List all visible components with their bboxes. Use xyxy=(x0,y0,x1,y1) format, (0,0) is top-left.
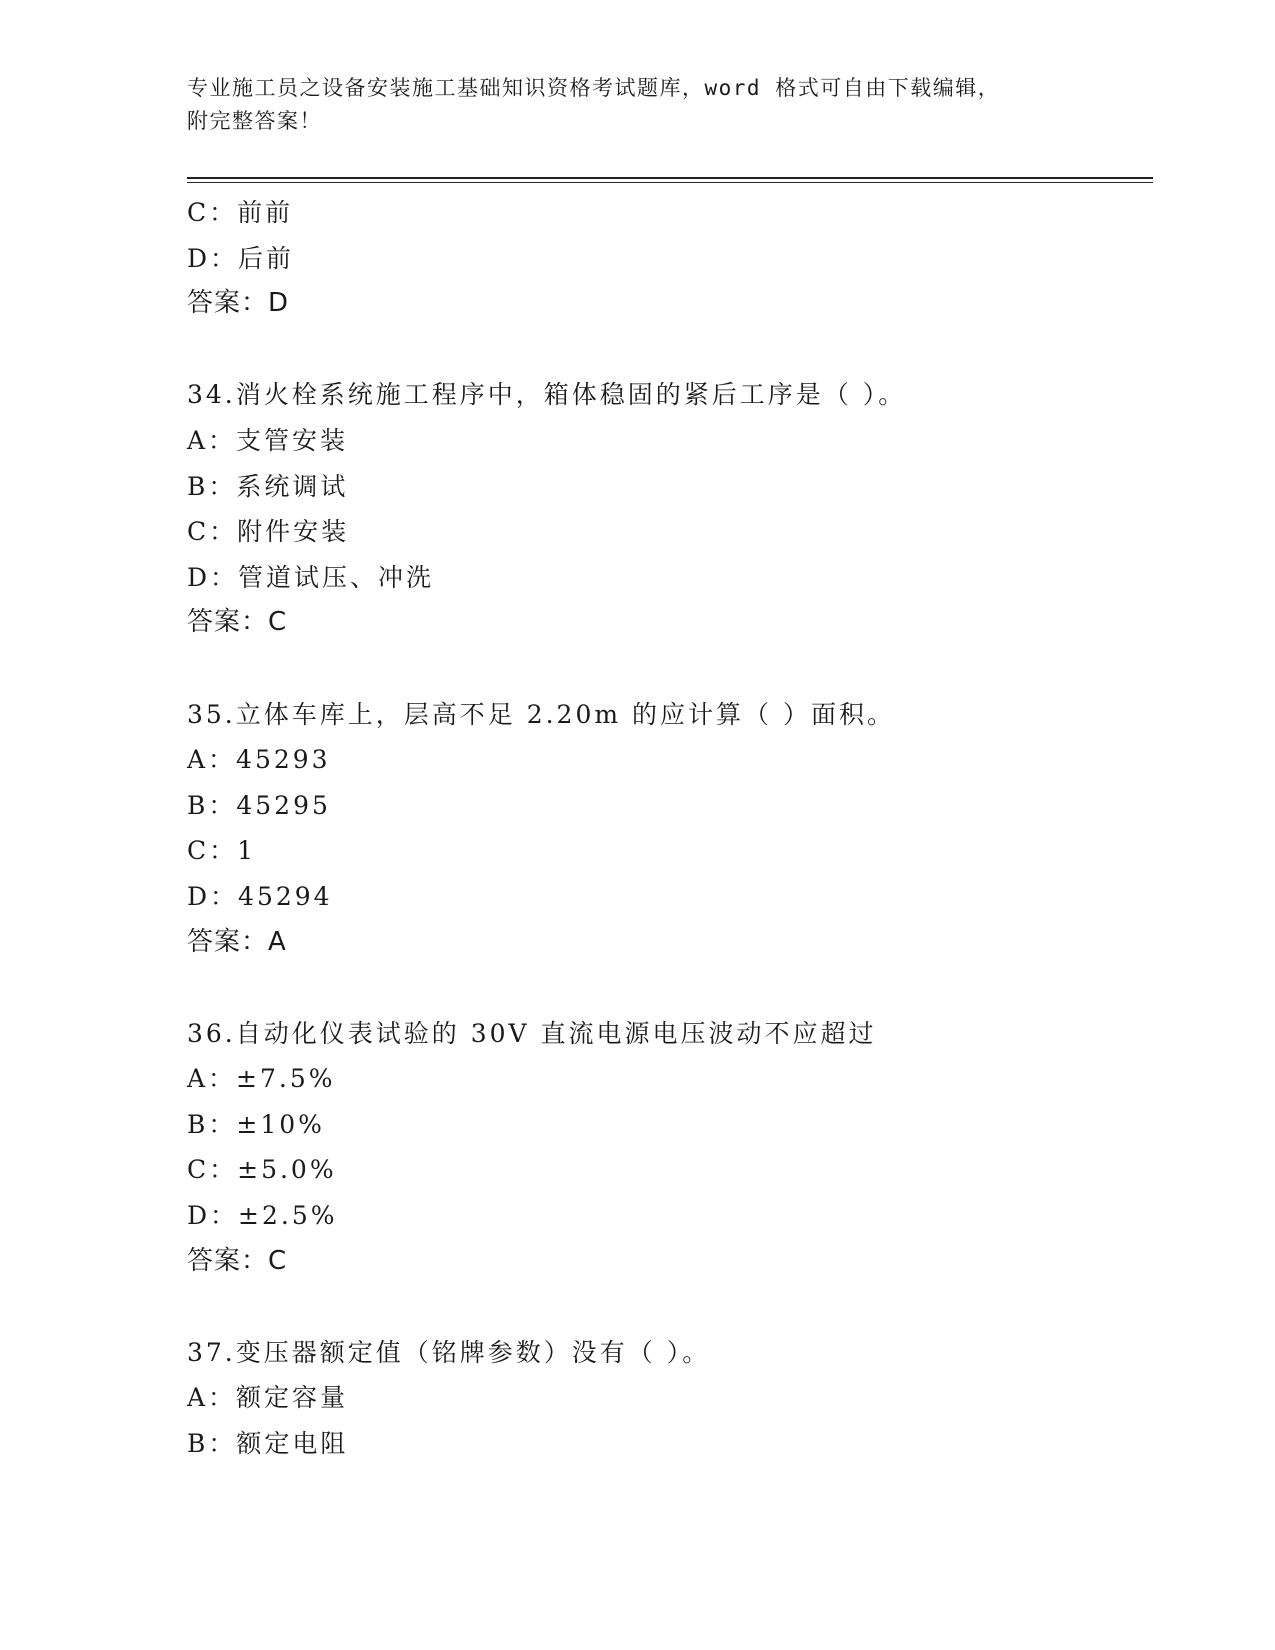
option-b: B：额定电阻 xyxy=(187,1429,349,1459)
answer-line: 答案：C xyxy=(187,607,288,638)
question-36 xyxy=(187,1011,1153,1285)
option-c: C：附件安装 xyxy=(187,517,350,547)
option-a: A：额定容量 xyxy=(187,1383,349,1413)
previous-question-tail xyxy=(187,190,1153,327)
question-stem: 35.立体车库上，层高不足 2.20m 的应计算（ ）面积。 xyxy=(187,699,895,729)
option-c: C：±5.0% xyxy=(187,1155,337,1185)
answer-line: 答案：A xyxy=(187,926,287,957)
header-line-2: 附完整答案！ xyxy=(187,109,322,133)
option-a: A：支管安装 xyxy=(187,425,349,455)
option-c: C：1 xyxy=(187,836,257,866)
document-header xyxy=(187,72,1087,138)
option-d: D：45294 xyxy=(187,881,333,911)
option-a: A：45293 xyxy=(187,745,331,775)
question-list xyxy=(187,190,1153,1467)
question-stem: 36.自动化仪表试验的 30V 直流电源电压波动不应超过 xyxy=(187,1018,877,1048)
option-b: B：系统调试 xyxy=(187,471,349,501)
question-35 xyxy=(187,692,1153,966)
header-divider-thin xyxy=(187,182,1153,183)
option-b: B：±10% xyxy=(187,1109,325,1139)
question-37 xyxy=(187,1330,1153,1467)
question-stem: 37.变压器额定值（铭牌参数）没有（ ）。 xyxy=(187,1337,711,1367)
header-line-1: 专业施工员之设备安装施工基础知识资格考试题库，word 格式可自由下载编辑， xyxy=(187,76,1001,100)
option-c: C：前前 xyxy=(187,198,294,227)
option-b: B：45295 xyxy=(187,790,331,820)
question-stem: 34.消火栓系统施工程序中，箱体稳固的紧后工序是（ ）。 xyxy=(187,380,907,410)
option-d: D：±2.5% xyxy=(187,1201,338,1231)
answer-line: 答案：C xyxy=(187,1245,288,1276)
option-d: D：管道试压、冲洗 xyxy=(187,562,435,592)
header-divider-thick xyxy=(187,177,1153,179)
question-34 xyxy=(187,372,1153,646)
answer-line: 答案：D xyxy=(187,288,290,319)
option-d: D：后前 xyxy=(187,243,295,273)
option-a: A：±7.5% xyxy=(187,1064,336,1094)
